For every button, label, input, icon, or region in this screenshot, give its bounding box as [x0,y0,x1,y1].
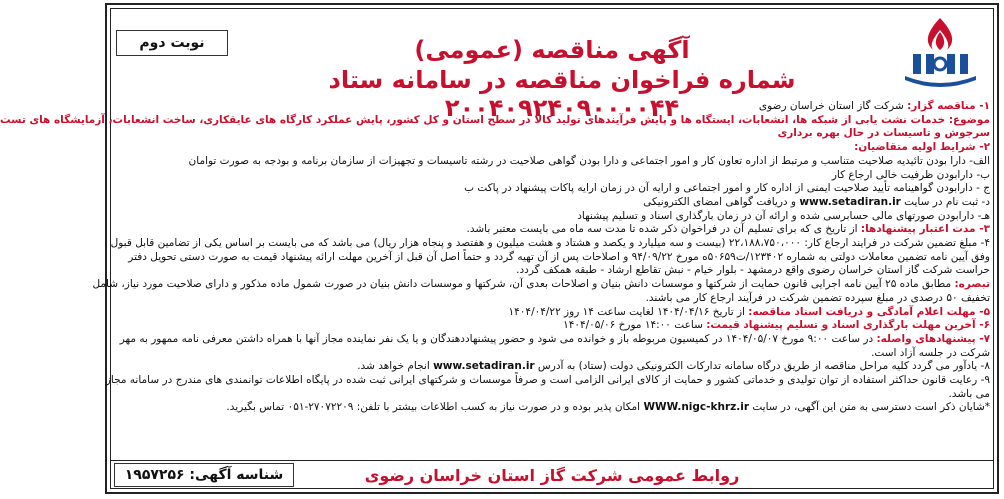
line-5: الف- دارا بودن تائیدیه صلاحیت متناسب و مرتبط از اداره تعاون کار و امور اجتماعی و دارا بودن گواهی صلاحیت در رشته تاسیسات و تجهیزات از سازمان برنامه و بودجه به صورت توامان [188,154,990,167]
line-19: شرکت در جلسه آزاد است. [871,346,990,359]
line-8: د- ثبت نام در سایت www.setadiran.ir و دریافت گواهی امضای الکترونیکی [643,195,990,208]
line-17: ۶- آخرین مهلت بارگذاری اسناد و تسلیم پیشنهاد قیمت: ساعت ۱۴:۰۰ مورخ ۱۴۰۴/۰۵/۰۶ [563,319,990,332]
nigc-flame-logo-icon [893,14,988,89]
round-badge: نوبت دوم [116,30,228,56]
line-14: تبصره: مطابق ماده ۲۵ آیین نامه اجرایی قانون حمایت از شرکتها و موسسات دانش بنیان و اصلاحات بعدی آن، شرکتها و موسسات دانش بنیان در صورت شمول ماده مذکور و دارای صلاحیت مورد نیاز، شامل [92,278,990,291]
line-6: ب- دارابودن ظرفیت خالی ارجاع کار [831,168,990,181]
line-15: تخفیف ۵۰ درصدی در مبلغ سپرده تضمین شرکت در فرآیند ارجاع کار می باشند. [645,291,990,304]
line-11: ۴- مبلغ تضمین شرکت در فرایند ارجاع کار: ۲۲،۱۸۸،۷۵۰،۰۰۰ (بیست و سه میلیارد و یکصد و هشتاد و هشت میلیون و هفتصد و پنجاه هزار ریال) می باشد که می بایست بر اساس یکی از تضامین قابل قبول [110,237,990,250]
line-21: ۹- رعایت قانون حداکثر استفاده از توان تولیدی و خدماتی کشور و حمایت از کالای ایرانی الزامی است و صرفاً موسسات و شرکتهای ایرانی ثبت شده در پایگاه اطلاعات توانمندی های مندرج در سامانه مجاز [105,374,990,387]
line-12: وفق آیین نامه تضمین معاملات دولتی به شماره ۱۲۳۴۰۲/ت۵۰۶۵۹ه مورخ ۹۴/۰۹/۲۲ و اصلاحات پس از آن تهیه گردد و حتماً اصل آن قبل از آخرین مهلت ارائه پیشنهاد قیمت به صورت دستی تحویل دفتر [128,250,990,263]
ad-id-badge: شناسه آگهی: ۱۹۵۷۲۵۶ [114,463,294,487]
line-7: ج - دارابودن گواهینامه تأیید صلاحیت ایمنی از اداره کار و امور اجتماعی و ارایه آن در زمان ارایه پاکات پیشنهاد در پاکت ب [464,182,990,195]
nigc-link[interactable]: WWW.nigc-khrz.ir [643,401,750,414]
line-16: ۵- مهلت اعلام آمادگی و دریافت اسناد مناقصه: از تاریخ ۱۴۰۴/۰۴/۱۶ لغایت ساعت ۱۴ روز ۱۴۰۴/۰۴/۲۲ [508,305,990,318]
line-3: سرجوش و تاسیسات در حال بهره برداری [777,127,990,140]
label: ۱- مناقصه گزار: [907,100,990,112]
line-4: ۲- شرایط اولیه متقاضیان: [854,141,990,154]
line-23: *شایان ذکر است دسترسی به متن این آگهی، در سایت WWW.nigc-khrz.ir امکان پذیر بوده و در صورت نیاز به کسب اطلاعات بیشتر با تلفن: ۲۷۰۷۲۲۰۹-۰۵۱ تماس بگیرید. [226,401,990,414]
line-1: ۱- مناقصه گزار: شرکت گاز استان خراسان رضوی [758,100,990,112]
line-13: حراست شرکت گاز استان خراسان رضوی واقع درمشهد - بلوار خیام - نبش تقاطع ارشاد - طبقه همکف گردد. [516,264,990,277]
ad-title: آگهی مناقصه (عمومی) [414,36,690,64]
setadiran-link[interactable]: www.setadiran.ir [799,195,901,208]
line-18: ۷- پیشنهادهای واصله: در ساعت ۹:۰۰ مورخ ۱۴۰۴/۰۵/۰۷ در کمیسیون مربوطه باز و خوانده می شود و حضور پیشنهاددهندگان و یا یک نفر نماینده مجاز آنها با همراه داشتن معرفی نامه ممهور به مهر [119,332,990,345]
line-22: می باشد. [948,387,990,400]
line-9: هـ- دارابودن صورتهای مالی حسابرسی شده و ارائه آن در زمان بارگذاری اسناد و تسلیم پیشنهاد [577,209,990,222]
line-10: ۳- مدت اعتبار پیشنهادها: از تاریخ ی که برای تسلیم آن در فراخوان ذکر شده تا مدت سه ماه می بایست معتبر باشد. [466,223,990,236]
line-2: موضوع: خدمات نشت یابی از شبکه ها، انشعابات، ایستگاه ها و پایش فرآیندهای تولید کالا در سطح استان و کل کشور، پایش عملکرد کارگاه های عایقکاری، ساخت انشعابات، آزمایشگاه های تست [0,113,990,126]
setadiran-link-2[interactable]: www.setadiran.ir [433,360,535,373]
line-20: ۸- یادآور می گردد کلیه مراحل مناقصه از طریق درگاه سامانه تدارکات الکترونیکی دولت (ستاد) به آدرس www.setadiran.ir انجام خواهد شد. [357,360,990,373]
ad-body [0,100,990,415]
ad-subtitle: شماره فراخوان مناقصه در سامانه ستاد ۲۰۰۴۰۹۲۴۰۹۰۰۰۰۴۴ [328,66,796,122]
footer-title: روابط عمومی شرکت گاز استان خراسان رضوی [364,466,740,485]
